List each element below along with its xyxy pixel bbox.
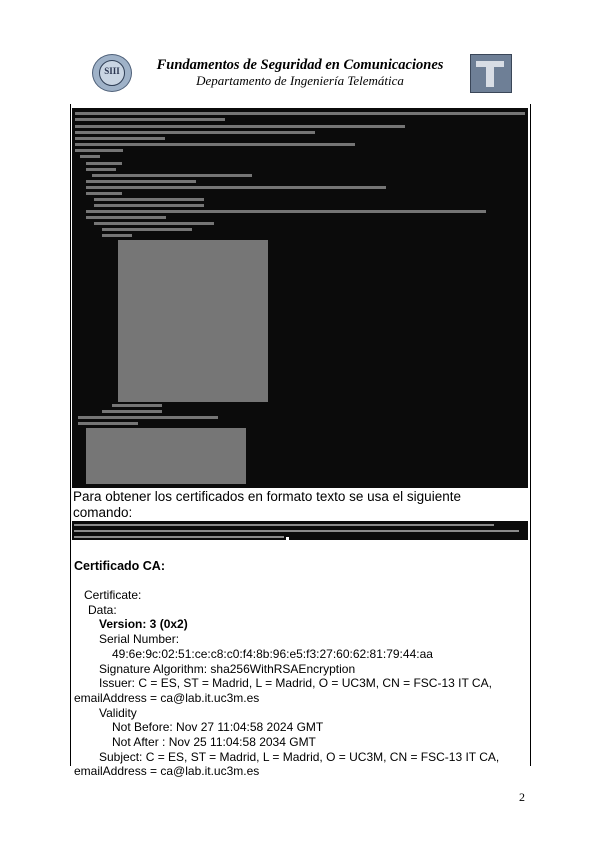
terminal-cursor <box>286 537 289 540</box>
header-subtitle: Departamento de Ingeniería Telemática <box>196 73 404 88</box>
university-seal-logo: SIII <box>92 54 132 92</box>
cert-subject-email: emailAddress = ca@lab.it.uc3m.es <box>74 764 260 779</box>
cert-serial-label: Serial Number: <box>99 632 180 647</box>
cert-serial-value: 49:6e:9c:02:51:ce:c8:c0:f4:8b:96:e5:f3:27:60:62:81:79:44:aa <box>112 646 433 661</box>
cert-issuer-email: emailAddress = ca@lab.it.uc3m.es <box>74 690 260 705</box>
cert-not-before: Not Before: Nov 27 11:04:58 2024 GMT <box>112 720 324 735</box>
cert-version: Version: 3 (0x2) <box>99 617 188 632</box>
page-header <box>0 0 600 100</box>
certificate-text <box>74 588 526 779</box>
cert-validity: Validity <box>99 705 137 720</box>
header-title: Fundamentos de Seguridad en Comunicaciones <box>156 57 444 73</box>
page-number: 2 <box>519 790 525 804</box>
section-title: Certificado CA: <box>74 559 165 573</box>
intro-paragraph: Para obtener los certificados en formato texto se usa el siguiente comando: <box>73 489 461 520</box>
cert-signature-algorithm: Signature Algorithm: sha256WithRSAEncryption <box>99 661 356 676</box>
cert-line: Certificate: <box>84 588 142 602</box>
cert-not-after: Not After : Nov 25 11:04:58 2034 GMT <box>112 735 316 750</box>
cert-issuer: Issuer: C = ES, ST = Madrid, L = Madrid, O = UC3M, CN = FSC-13 IT CA, <box>99 676 492 691</box>
command-screenshot <box>72 521 528 540</box>
cert-line: Data: <box>88 602 117 617</box>
department-logo <box>470 54 512 93</box>
cert-subject: Subject: C = ES, ST = Madrid, L = Madrid, O = UC3M, CN = FSC-13 IT CA, <box>99 749 500 764</box>
terminal-screenshot <box>72 108 528 488</box>
